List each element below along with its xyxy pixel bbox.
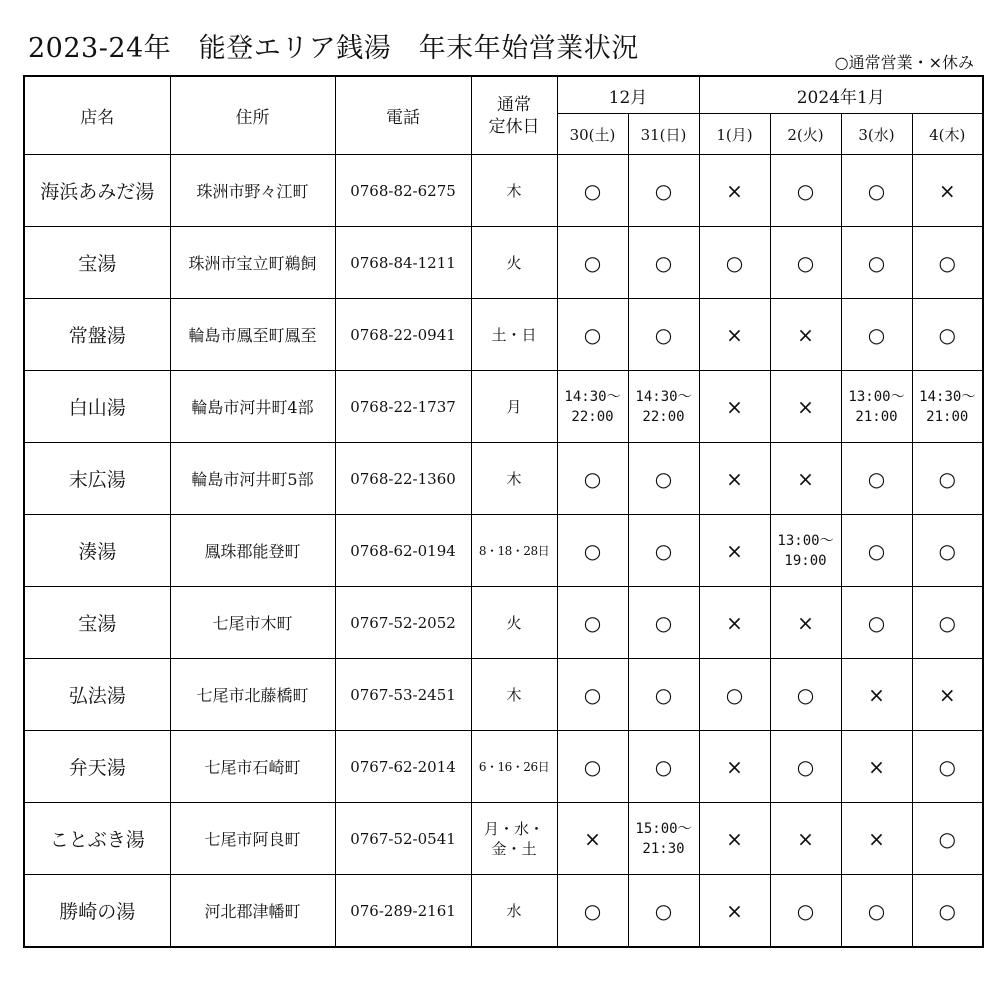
header-december: 12月 <box>557 76 699 114</box>
bathhouse-name: 白山湯 <box>24 371 170 443</box>
status-cell: ○ <box>557 587 628 659</box>
phone-cell: 0768-84-1211 <box>335 227 471 299</box>
regular-holiday-cell: 8・18・28日 <box>471 515 557 587</box>
regular-holiday-cell: 火 <box>471 227 557 299</box>
phone-cell: 0767-53-2451 <box>335 659 471 731</box>
status-cell: × <box>770 803 841 875</box>
table-row <box>24 227 983 299</box>
header-day: 2(火) <box>770 114 841 155</box>
regular-holiday-cell: 火 <box>471 587 557 659</box>
status-cell: ○ <box>628 515 699 587</box>
address-cell: 輪島市河井町4部 <box>170 371 335 443</box>
bathhouse-name: 常盤湯 <box>24 299 170 371</box>
address-cell: 輪島市鳳至町鳳至 <box>170 299 335 371</box>
bathhouse-name: 弘法湯 <box>24 659 170 731</box>
address-cell: 七尾市北藤橋町 <box>170 659 335 731</box>
phone-cell: 0768-22-0941 <box>335 299 471 371</box>
status-cell: ○ <box>628 659 699 731</box>
status-cell: ○ <box>699 227 770 299</box>
header-day: 30(土) <box>557 114 628 155</box>
header-name: 店名 <box>24 76 170 155</box>
status-cell: ○ <box>912 803 983 875</box>
address-cell: 河北郡津幡町 <box>170 875 335 948</box>
status-cell: ○ <box>557 443 628 515</box>
phone-cell: 0767-52-0541 <box>335 803 471 875</box>
phone-cell: 0768-22-1737 <box>335 371 471 443</box>
status-cell: ○ <box>628 443 699 515</box>
address-cell: 七尾市木町 <box>170 587 335 659</box>
table-row <box>24 443 983 515</box>
status-cell: ○ <box>770 155 841 227</box>
regular-holiday-cell: 土・日 <box>471 299 557 371</box>
status-cell: ○ <box>770 731 841 803</box>
status-cell: ○ <box>628 299 699 371</box>
status-cell: ○ <box>912 515 983 587</box>
status-cell: ○ <box>557 227 628 299</box>
status-cell: ○ <box>770 227 841 299</box>
status-cell: × <box>699 155 770 227</box>
phone-cell: 0767-52-2052 <box>335 587 471 659</box>
status-cell: ○ <box>841 443 912 515</box>
status-cell: ○ <box>557 659 628 731</box>
address-cell: 七尾市阿良町 <box>170 803 335 875</box>
hours-cell: 13:00～ 19:00 <box>770 515 841 587</box>
status-cell: ○ <box>841 587 912 659</box>
hours-cell: 15:00～ 21:30 <box>628 803 699 875</box>
regular-holiday-cell: 木 <box>471 443 557 515</box>
status-cell: ○ <box>628 875 699 948</box>
table-row <box>24 515 983 587</box>
header-january: 2024年1月 <box>699 76 983 114</box>
hours-cell: 13:00～ 21:00 <box>841 371 912 443</box>
status-cell: ○ <box>841 227 912 299</box>
bathhouse-name: 勝崎の湯 <box>24 875 170 948</box>
phone-cell: 0768-22-1360 <box>335 443 471 515</box>
regular-holiday-cell: 月・水・ 金・土 <box>471 803 557 875</box>
status-cell: ○ <box>912 299 983 371</box>
status-cell: × <box>770 299 841 371</box>
status-cell: ○ <box>912 443 983 515</box>
status-cell: ○ <box>699 659 770 731</box>
status-cell: ○ <box>841 299 912 371</box>
schedule-table <box>23 75 984 948</box>
status-cell: ○ <box>628 227 699 299</box>
status-cell: × <box>841 803 912 875</box>
bathhouse-name: 弁天湯 <box>24 731 170 803</box>
status-cell: × <box>557 803 628 875</box>
header-day: 3(水) <box>841 114 912 155</box>
status-cell: × <box>699 515 770 587</box>
regular-holiday-cell: 6・16・26日 <box>471 731 557 803</box>
address-cell: 珠洲市宝立町鵜飼 <box>170 227 335 299</box>
status-cell: × <box>699 371 770 443</box>
table-row <box>24 371 983 443</box>
bathhouse-name: 末広湯 <box>24 443 170 515</box>
hours-cell: 14:30～ 22:00 <box>628 371 699 443</box>
phone-cell: 076-289-2161 <box>335 875 471 948</box>
hours-cell: 14:30～ 22:00 <box>557 371 628 443</box>
status-cell: × <box>841 731 912 803</box>
regular-holiday-cell: 木 <box>471 659 557 731</box>
header-address: 住所 <box>170 76 335 155</box>
status-cell: × <box>841 659 912 731</box>
status-cell: ○ <box>912 875 983 948</box>
bathhouse-name: 宝湯 <box>24 227 170 299</box>
status-cell: ○ <box>912 731 983 803</box>
legend: ○通常営業・×休み <box>834 53 974 72</box>
status-cell: × <box>699 731 770 803</box>
page-title: 2023-24年 能登エリア銭湯 年末年始営業状況 <box>28 33 639 64</box>
table-row <box>24 875 983 948</box>
hours-cell: 14:30～ 21:00 <box>912 371 983 443</box>
header-day: 31(日) <box>628 114 699 155</box>
status-cell: ○ <box>912 227 983 299</box>
header-day: 1(月) <box>699 114 770 155</box>
table-row <box>24 155 983 227</box>
status-cell: × <box>770 371 841 443</box>
address-cell: 輪島市河井町5部 <box>170 443 335 515</box>
table-row <box>24 587 983 659</box>
bathhouse-name: 宝湯 <box>24 587 170 659</box>
header-phone: 電話 <box>335 76 471 155</box>
header-day: 4(木) <box>912 114 983 155</box>
status-cell: ○ <box>912 587 983 659</box>
phone-cell: 0768-62-0194 <box>335 515 471 587</box>
status-cell: × <box>912 155 983 227</box>
bathhouse-name: 海浜あみだ湯 <box>24 155 170 227</box>
status-cell: ○ <box>841 875 912 948</box>
status-cell: ○ <box>557 731 628 803</box>
status-cell: × <box>699 803 770 875</box>
status-cell: × <box>699 875 770 948</box>
status-cell: × <box>699 587 770 659</box>
status-cell: × <box>912 659 983 731</box>
status-cell: ○ <box>628 731 699 803</box>
status-cell: ○ <box>557 155 628 227</box>
table-row <box>24 731 983 803</box>
status-cell: ○ <box>557 515 628 587</box>
status-cell: ○ <box>628 587 699 659</box>
status-cell: × <box>699 443 770 515</box>
status-cell: ○ <box>841 155 912 227</box>
header-regular-holiday: 通常 定休日 <box>471 76 557 155</box>
table-row <box>24 299 983 371</box>
bathhouse-name: 湊湯 <box>24 515 170 587</box>
status-cell: ○ <box>841 515 912 587</box>
bathhouse-name: ことぶき湯 <box>24 803 170 875</box>
table-row <box>24 659 983 731</box>
status-cell: ○ <box>770 875 841 948</box>
regular-holiday-cell: 月 <box>471 371 557 443</box>
status-cell: × <box>770 587 841 659</box>
status-cell: × <box>770 443 841 515</box>
address-cell: 七尾市石崎町 <box>170 731 335 803</box>
status-cell: ○ <box>770 659 841 731</box>
phone-cell: 0768-82-6275 <box>335 155 471 227</box>
status-cell: ○ <box>557 875 628 948</box>
regular-holiday-cell: 木 <box>471 155 557 227</box>
status-cell: ○ <box>557 299 628 371</box>
regular-holiday-cell: 水 <box>471 875 557 948</box>
status-cell: ○ <box>628 155 699 227</box>
address-cell: 珠洲市野々江町 <box>170 155 335 227</box>
status-cell: × <box>699 299 770 371</box>
address-cell: 鳳珠郡能登町 <box>170 515 335 587</box>
table-row <box>24 803 983 875</box>
phone-cell: 0767-62-2014 <box>335 731 471 803</box>
